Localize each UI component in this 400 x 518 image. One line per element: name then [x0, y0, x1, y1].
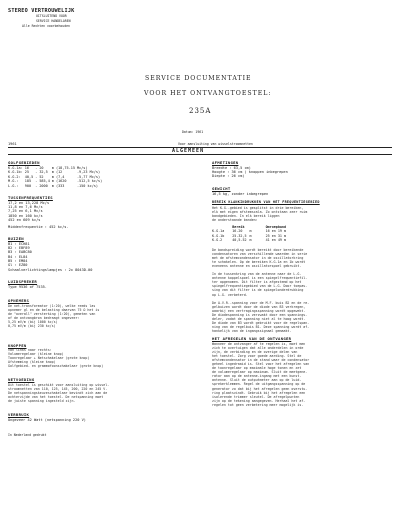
bereik-cell: 40,5-52 [232, 238, 247, 243]
right-body-text [212, 248, 309, 333]
bereik-cell: 16 en 19 m [265, 229, 287, 234]
bereik-cell: K.G.1a [212, 229, 225, 234]
right-body-line: met de afstemcondensator in de oscillatorkring [212, 256, 304, 261]
buis-line: B5 : EM84 [8, 258, 28, 263]
bereik-line: elk met eigen afstemscala. Zo ontstaan zeer ruim [212, 210, 308, 215]
golfgebied-cell: (7,4 [55, 174, 65, 179]
right-body-line: op L.G. verbeterd. [212, 292, 248, 297]
golfgebied-cell: -9,23 Mc/s) [76, 170, 101, 175]
afregelen-line: Wanneer de ontvanger af te regelen is, moet men [212, 342, 306, 346]
golfgebied-cell: (333 [55, 183, 65, 188]
date-line: Datum: 1961 [182, 130, 204, 134]
golfgebied-cell: 32,5 [39, 170, 48, 175]
bereik-title: BEREIK KLANKINDRUKKEN VAN HET FREQUENTIEGEBIED [212, 200, 320, 204]
tussenfrequenties-list [8, 201, 49, 222]
right-body-line: antenne koppelspoel is een spiegelfrequentiefil- [212, 276, 308, 281]
afregelen-title: HET AFREGELEN VAN DE ONTVANGER [212, 336, 292, 341]
golfgebied-cell: - [35, 174, 38, 179]
afregelen-text [212, 342, 309, 407]
golfgebied-cell: L.G.: [8, 183, 19, 188]
afregelen-line: zich te overtuigen dat alle onderdelen in orde [212, 346, 304, 351]
letterhead-company: STEREO VERTROUWELIJK [8, 8, 75, 14]
opnemers-title: OPNEMERS [8, 298, 30, 303]
netvoeding-text [8, 383, 109, 403]
opnemers-line: 0,75 mV/m (bij 230 kc/s) [8, 324, 56, 329]
golfgebied-cell: - [35, 183, 38, 188]
golfgebied-cell: K.G.2: [8, 174, 21, 179]
netvoeding-line: De netspanningskeuzeschakelaar bevindt zich aan de [8, 391, 108, 396]
afregelen-line: de toonregelaar op maximale hoge tonen en zet [212, 366, 302, 371]
letterhead-sub1: UITSLUITEND VOOR [36, 14, 67, 18]
scale-lamp: Schaalverlichtingslampjes : 2x 8043D-00 [8, 268, 93, 272]
verbruik-text [8, 418, 86, 422]
right-body-line: gelbuizen wordt door de diode van B3 verkregen, [212, 304, 306, 309]
golfgebied-row [8, 184, 104, 188]
bereik-header-cell: Bereik [232, 225, 245, 229]
right-body-line: De diode van B3 wordt gebruikt voor de regelspan- [212, 320, 310, 325]
verbruik-title: VERBRUIK [8, 412, 30, 417]
right-body-line: ter opgenomen. Dit filter is afgestemd op het [212, 280, 302, 285]
afmetingen-line: Breedte : 63,5 cm) [212, 166, 251, 170]
knoppen-line: Van links naar rechts: [8, 348, 52, 352]
letterhead-rights: Alle Rechten voorbehouden [22, 24, 70, 28]
tussenfrequenties-title: TUSSENFREQUENTIES [8, 195, 53, 200]
afregelen-line: ring plaatsvindt. Gebruik bij het afregelen een [212, 390, 306, 395]
golfgebied-cell: 25 [24, 170, 29, 175]
golfgebied-cell: (18,75-15 [55, 166, 75, 170]
gewicht-text [212, 192, 268, 196]
buizen-title: BUIZEN [8, 236, 24, 241]
golfgebied-cell: (12 [55, 170, 63, 175]
golfgebied-cell: -150 kc/s) [76, 183, 99, 188]
luidspreker-text [8, 285, 47, 289]
model-number: 235A [189, 107, 212, 115]
golfgebieden-title: GOLFGEBIEDEN [8, 160, 40, 165]
right-body-line: sing van dit filter is de spiegelonderdrukking [212, 288, 304, 293]
right-body-line: ning van de regelbuis B1. Deze spanning wordt af- [212, 324, 310, 329]
netvoeding-line: achterzijde van het toestel. De netspanning moet [8, 395, 104, 400]
golfgebied-cell: m [51, 183, 54, 188]
golfgebied-cell: 20 [39, 166, 44, 170]
golfgebied-cell: 585,4 [39, 179, 50, 184]
letterhead-sub2: SERVICE HANDELAREN [36, 18, 71, 23]
footer-print-note: In Nederland gedrukt [8, 433, 47, 437]
buis-line: B4 : EL84 [8, 254, 28, 259]
opnemers-line: opnemer gl en de belasting daarvan 75 Ω het is [8, 308, 100, 313]
right-body-line: deler, zodat de spanning niet al te hoog wordt. [212, 316, 306, 321]
afregelen-line: afstemcondensator in de stand waar de condensator [212, 358, 310, 363]
golfgebied-cell: m [51, 166, 54, 170]
golfgebied-cell: -512,5 kc/s) [76, 179, 103, 184]
bereik-table [212, 225, 290, 243]
afregelen-line: zijn, de verbinding en de overige delen van [212, 350, 298, 355]
golfgebied-cell: -5,77 Mc/s) [76, 174, 101, 179]
buis-line: Gl : EZ80 [8, 263, 28, 268]
golfgebied-cell: K.G.1b: [8, 170, 23, 175]
afregelen-line: het toestel. Zorg voor goede aarding. Stel de [212, 354, 302, 359]
bereik-cell: K.G.2 [212, 238, 223, 243]
bereik-cell: 16-20 [232, 229, 243, 234]
afregelen-line: geheel ingedraaid is. Stel voor het afregelen van [212, 362, 310, 367]
series-line: Voor aansluiting van wisselstroomnetten [178, 141, 253, 146]
golfgebied-cell: 40,5 [24, 174, 34, 179]
gewicht-title: GEWICHT [212, 186, 231, 191]
bereik-header-cell: Omroepband [265, 225, 287, 229]
tussenfrequentie-line: 452 en 609 kc/s [8, 217, 41, 222]
right-body-line: eveneens antenne en oscillatorspoel gebruikt. [212, 264, 302, 269]
golfgebied-cell: Mc/s) [76, 166, 88, 170]
right-body-line: te schakelen. Op de bereiken K.G.1a en 1b wordt [212, 260, 306, 265]
netvoeding-title: NETVOEDING [8, 377, 35, 382]
bereik-cell: m [249, 229, 252, 234]
netvoeding-line: stroomnetten van 110, 125, 145, 200, 220 en 245 V. [8, 387, 108, 392]
netvoeding-line: de juiste spanning ingesteld zijn. [8, 399, 76, 404]
golfgebied-cell: m [51, 174, 54, 179]
knoppen-title: KNOPPEN [8, 343, 27, 348]
golfgebieden-table [8, 166, 104, 188]
opnemers-line: De net-transformator (1:20), welke reeds las [8, 304, 96, 308]
verbruik-line: Ongeveer 42 Watt (netspanning 220 V) [8, 418, 86, 422]
netvoeding-line: Dit toestel is geschikt voor aansluiting op wissel- [8, 383, 110, 387]
right-body-line: De A.V.R.-spanning voor de M.F. buis B2 en de re- [212, 300, 310, 305]
golfgebied-cell: - [35, 166, 38, 170]
golfgebied-cell: - [35, 170, 38, 175]
golfgebied-cell: 185 [24, 179, 32, 184]
section-algemeen: ALGEMEEN [172, 148, 205, 154]
right-body-line: In de tussenkring van de antenne naar de L.G. [212, 272, 302, 277]
buis-line: B2 : EBF89 [8, 246, 30, 251]
golfgebied-cell: 16 [24, 166, 29, 170]
afmetingen-line: Diepte : 26 cm) [212, 174, 245, 179]
tussenfrequentie-line: 1850 en 160 kc/s [8, 213, 43, 218]
tussenfrequentie-line: 7,25 en 6,1 Mc/s [8, 209, 43, 214]
afmetingen-list [212, 166, 288, 179]
bereik-cell: m [249, 238, 252, 243]
bereik-cell: 25-32,5 [232, 233, 247, 238]
right-body-line: condensatoren van verschillende waarden in serie [212, 252, 308, 257]
opnemers-line: 5,25 mV/m (bij 1000 kc/s) [8, 320, 58, 325]
opnemers-line: de "overall" versterking (1:20), gemeten van [8, 312, 96, 317]
buis-line: B3 : EABC80 [8, 250, 32, 255]
bereik-line: bandgebieden. In elk bereik liggen [212, 214, 280, 219]
golfgebied-cell: M.G.: [8, 179, 19, 184]
right-body-line: De diodespanning is verzwakt door een spannings- [212, 312, 308, 317]
knoppen-line: Toonregelaar + Netschakelaar (grote knop) [8, 356, 90, 361]
gewicht-line: 16,5 kg, zonder inbegrepen [212, 192, 269, 196]
afregelen-line: antenne. Sluit de outputmeter aan op de luid- [212, 378, 302, 383]
golfgebied-cell: 2000 [39, 183, 48, 188]
knoppen-text [8, 348, 103, 368]
bereik-cell: 41 en 49 m [265, 238, 287, 243]
buizen-list [8, 242, 32, 267]
knoppen-line: Afstemming (kleine knop) [8, 360, 56, 365]
golfgebied-cell: - [35, 179, 38, 184]
bereik-row [212, 238, 290, 242]
doc-title-line2: VOOR HET ONTVANGTOESTEL: [144, 90, 272, 97]
afregelen-line: zijn op de tekening aangegeven. Herhaal het af- [212, 398, 306, 403]
afmetingen-title: AFMETINGEN [212, 160, 239, 165]
right-body-line: spiegelfrequentiegebied van de L.G. Door toepas- [212, 284, 308, 289]
bereik-line: Het K.G.-gebied is gesplitst in drie bereiken, [212, 206, 304, 210]
tussenfrequentie-line: 11,8 en 7,6 Mc/s [8, 205, 43, 210]
bereik-line: de onderstaande banden: [212, 218, 258, 223]
afregelen-line: generator zo dat bij het afregelen geen overstu- [212, 386, 308, 391]
afmetingen-line: Hoogte : 36 cm ) knoppen inbegrepen [212, 170, 288, 175]
afregelen-line: isolerende trimmer sleutel. De afregelpunten [212, 394, 300, 399]
tussenfrequentie-line: 17,2 en 13,228 Mc/s [8, 201, 50, 205]
afregelen-line: de volumeregelaar op maximum. Sluit de meetgene- [212, 370, 308, 375]
knoppen-line: Volumeregelaar (kleine knop) [8, 352, 64, 357]
golfgebied-cell: m [51, 179, 54, 184]
opnemers-text [8, 304, 99, 328]
bottom-rule [8, 154, 392, 155]
golfgebied-cell: K.G.1a: [8, 166, 23, 170]
year-label: 1961 [8, 142, 17, 146]
bereik-text [212, 206, 307, 222]
doc-title-line1: SERVICE DOCUMENTATIE [145, 75, 252, 82]
buis-line: B1 : ECH81 [8, 242, 30, 246]
golfgebied-cell: 900 [24, 183, 32, 188]
opnemers-line: of de ontvangbron bedraagt ongeveer: [8, 316, 80, 321]
bereik-cell: 25 en 31 m [265, 233, 287, 238]
right-body-line: De bandspreiding wordt bereikt door bereikende [212, 248, 304, 252]
luidspreker-title: LUIDSPREKER [8, 279, 38, 284]
right-body-line: waarbij een vertragingsspanning wordt opgewekt. [212, 308, 306, 313]
afregelen-line: regelen tot geen verbetering meer mogelijk is. [212, 402, 304, 407]
golfgebied-cell: (1620 [55, 179, 67, 184]
middenfrequentie: Middenfrequentie : 452 kc/s. [8, 225, 69, 229]
bereik-cell: K.G.1b [212, 233, 225, 238]
knoppen-line: Golfgebied- en grammofoonschakelaar (grote knop) [8, 364, 104, 369]
afregelen-line: sprekerklemmen. Regel de uitgangsspanning op de [212, 382, 306, 387]
bereik-cell: m [249, 233, 252, 238]
afregelen-line: rator aan op de antenne-ingang met een kunst- [212, 374, 302, 379]
luidspreker-line: Type 9536 of 7535. [8, 285, 47, 289]
golfgebied-cell: m [51, 170, 54, 175]
golfgebied-cell: 52 [39, 174, 44, 179]
right-body-line: hankelijk van de ingangssignaal gemaakt. [212, 328, 292, 333]
